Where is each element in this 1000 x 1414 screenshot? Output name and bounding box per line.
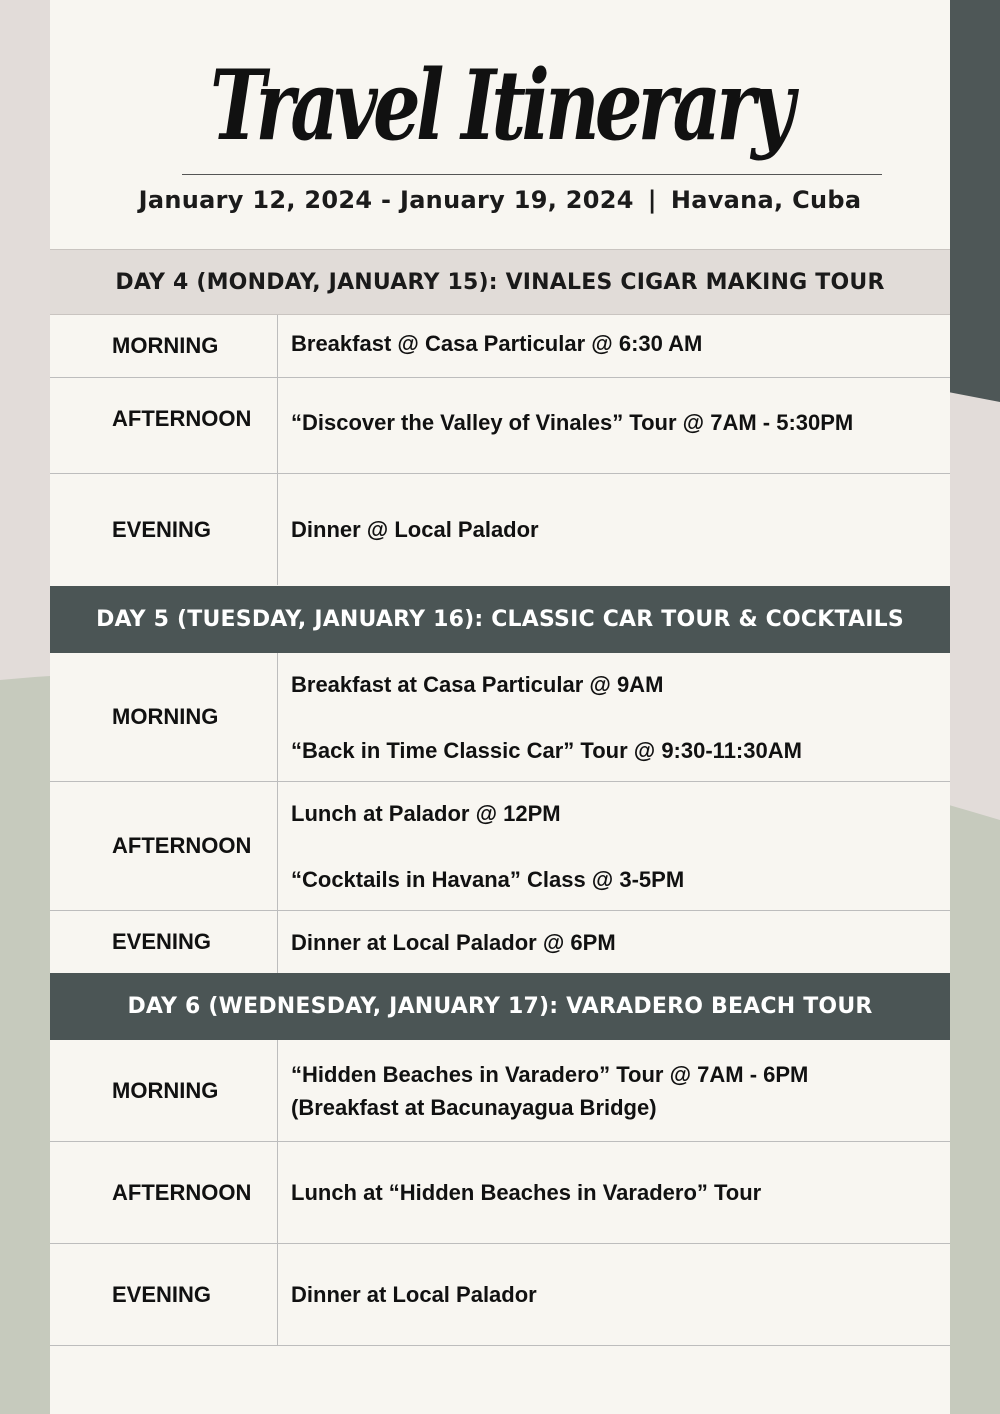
page-title: Travel Itinerary [209, 49, 791, 162]
schedule-row [50, 1040, 950, 1142]
schedule-row [50, 653, 950, 782]
activity-cell [278, 782, 950, 910]
time-of-day-label: EVENING [50, 1244, 278, 1345]
time-of-day-label: AFTERNOON [50, 782, 278, 910]
trip-subtitle [50, 186, 950, 214]
time-of-day-label: AFTERNOON [50, 1142, 278, 1243]
day-heading: DAY 4 (MONDAY, JANUARY 15): VINALES CIGAR MAKING TOUR [50, 249, 950, 315]
activity-line: Lunch at Palador @ 12PM [291, 800, 561, 826]
activity-line: Breakfast @ Casa Particular @ 6:30 AM [291, 331, 703, 356]
time-of-day-label: MORNING [50, 653, 278, 781]
activity-line: “Cocktails in Havana” Class @ 3-5PM [291, 866, 685, 892]
activity-cell [278, 1244, 950, 1345]
time-of-day-label: EVENING [50, 474, 278, 585]
schedule-row [50, 315, 950, 378]
day-section-6 [50, 973, 950, 1346]
activity-cell [278, 378, 950, 473]
schedule-row [50, 1244, 950, 1346]
day-heading: DAY 5 (TUESDAY, JANUARY 16): CLASSIC CAR TOUR & COCKTAILS [50, 586, 950, 653]
activity-line: “Discover the Valley of Vinales” Tour @ 7AM - 5:30PM [291, 410, 854, 435]
subtitle-separator: | [647, 186, 657, 214]
activity-cell [278, 474, 950, 585]
activity-line: Dinner @ Local Palador [291, 517, 539, 542]
day-section-4 [50, 249, 950, 585]
activity-line: Lunch at “Hidden Beaches in Varadero” Tour [291, 1180, 762, 1205]
activity-line: “Hidden Beaches in Varadero” Tour @ 7AM - 6PM [291, 1061, 809, 1087]
schedule-row [50, 1142, 950, 1244]
trip-dates: January 12, 2024 - January 19, 2024 [138, 186, 634, 214]
activity-cell [278, 1142, 950, 1243]
activity-cell [278, 653, 950, 781]
time-of-day-label: EVENING [50, 911, 278, 973]
activity-line: “Back in Time Classic Car” Tour @ 9:30-11:30AM [291, 737, 802, 763]
time-of-day-label: MORNING [50, 1040, 278, 1141]
schedule-row [50, 782, 950, 911]
activity-cell [278, 315, 950, 377]
activity-line: Dinner at Local Palador [291, 1282, 537, 1307]
time-of-day-label: MORNING [50, 315, 278, 377]
schedule-row [50, 474, 950, 585]
schedule-row [50, 911, 950, 973]
itinerary-page [50, 0, 950, 1414]
activity-cell [278, 911, 950, 973]
day-heading: DAY 6 (WEDNESDAY, JANUARY 17): VARADERO BEACH TOUR [50, 973, 950, 1040]
activity-line: Dinner at Local Palador @ 6PM [291, 929, 616, 955]
title-divider [182, 174, 882, 175]
trip-location: Havana, Cuba [670, 186, 862, 214]
activity-line: (Breakfast at Bacunayagua Bridge) [291, 1094, 657, 1120]
activity-line: Breakfast at Casa Particular @ 9AM [291, 671, 664, 697]
day-section-5 [50, 586, 950, 973]
time-of-day-label: AFTERNOON [50, 378, 278, 473]
activity-cell [278, 1040, 950, 1141]
schedule-row [50, 378, 950, 474]
